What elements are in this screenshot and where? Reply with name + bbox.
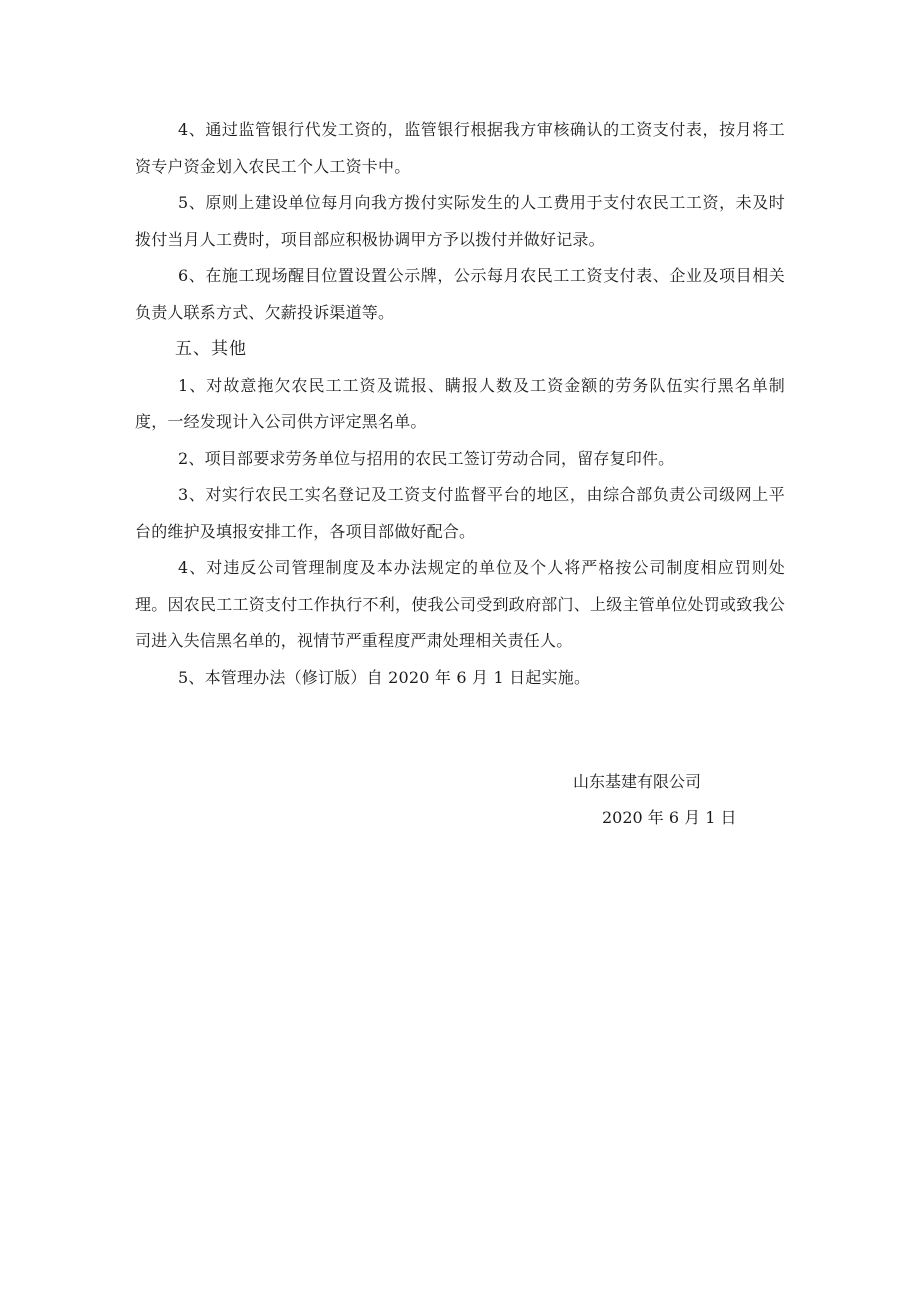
section-heading-other: 五、其他 xyxy=(175,339,247,359)
other-clause-4-penalties: 4、对违反公司管理制度及本办法规定的单位及个人将严格按公司制度相应罚则处理。因农民工工资支付工作执行不利，使我公司受到政府部门、上级主管单位处罚或致我公司进入失信黑名单的，视情节严重程度严肃处理相关责任人。 xyxy=(135,558,785,650)
other-clause-2-labor-contract: 2、项目部要求劳务单位与招用的农民工签订劳动合同，留存复印件。 xyxy=(178,448,675,468)
other-clause-3-registration-platform: 3、对实行农民工实名登记及工资支付监督平台的地区，由综合部负责公司级网上平台的维护及填报安排工作，各项目部做好配合。 xyxy=(135,485,785,541)
other-clause-1-blacklist: 1、对故意拖欠农民工工资及谎报、瞒报人数及工资金额的劳务队伍实行黑名单制度，一经发现计入公司供方评定黑名单。 xyxy=(135,375,785,431)
signature-date: 2020 年 6 月 1 日 xyxy=(602,808,737,827)
clause-4-bank-payroll: 4、通过监管银行代发工资的，监管银行根据我方审核确认的工资支付表，按月将工资专户资金划入农民工个人工资卡中。 xyxy=(135,120,785,176)
document-body xyxy=(135,112,785,696)
other-clause-5-effective-date: 5、本管理办法（修订版）自 2020 年 6 月 1 日起实施。 xyxy=(178,667,591,687)
signature-company: 山东基建有限公司 xyxy=(573,772,702,791)
clause-5-labor-cost-allocation: 5、原则上建设单位每月向我方拨付实际发生的人工费用于支付农民工工资，未及时拨付当月人工费时，项目部应积极协调甲方予以拨付并做好记录。 xyxy=(135,193,785,249)
clause-6-public-notice-board: 6、在施工现场醒目位置设置公示牌，公示每月农民工工资支付表、企业及项目相关负责人联系方式、欠薪投诉渠道等。 xyxy=(135,266,785,322)
